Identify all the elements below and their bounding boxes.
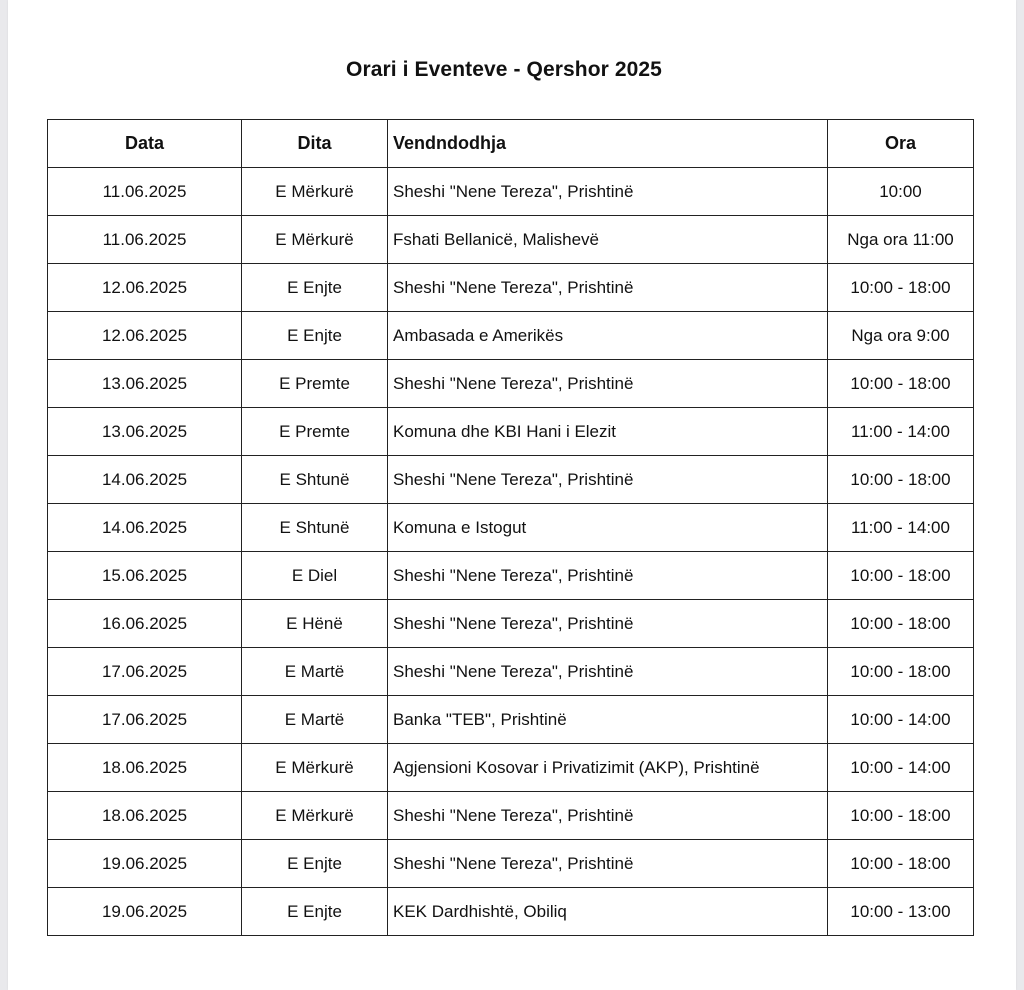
cell-date: 17.06.2025 xyxy=(48,648,242,696)
table-row xyxy=(48,696,974,744)
cell-date: 14.06.2025 xyxy=(48,456,242,504)
table-row xyxy=(48,744,974,792)
cell-day: E Shtunë xyxy=(242,456,388,504)
table-row xyxy=(48,456,974,504)
table-row xyxy=(48,312,974,360)
cell-date: 11.06.2025 xyxy=(48,216,242,264)
cell-date: 18.06.2025 xyxy=(48,792,242,840)
cell-day: E Enjte xyxy=(242,264,388,312)
header-day: Dita xyxy=(242,120,388,168)
cell-day: E Diel xyxy=(242,552,388,600)
cell-date: 12.06.2025 xyxy=(48,312,242,360)
cell-time: 10:00 - 18:00 xyxy=(828,600,974,648)
cell-date: 13.06.2025 xyxy=(48,360,242,408)
cell-day: E Enjte xyxy=(242,840,388,888)
cell-day: E Mërkurë xyxy=(242,168,388,216)
cell-location: Sheshi "Nene Tereza", Prishtinë xyxy=(388,792,828,840)
cell-day: E Martë xyxy=(242,696,388,744)
cell-date: 18.06.2025 xyxy=(48,744,242,792)
cell-time: 10:00 - 14:00 xyxy=(828,744,974,792)
table-row xyxy=(48,840,974,888)
cell-location: Komuna e Istogut xyxy=(388,504,828,552)
cell-location: Sheshi "Nene Tereza", Prishtinë xyxy=(388,168,828,216)
cell-time: 10:00 - 18:00 xyxy=(828,360,974,408)
cell-location: Sheshi "Nene Tereza", Prishtinë xyxy=(388,600,828,648)
header-time: Ora xyxy=(828,120,974,168)
cell-location: Sheshi "Nene Tereza", Prishtinë xyxy=(388,648,828,696)
cell-time: 10:00 - 13:00 xyxy=(828,888,974,936)
table-row xyxy=(48,600,974,648)
cell-location: Banka "TEB", Prishtinë xyxy=(388,696,828,744)
cell-day: E Mërkurë xyxy=(242,792,388,840)
cell-location: Sheshi "Nene Tereza", Prishtinë xyxy=(388,552,828,600)
cell-time: 10:00 - 18:00 xyxy=(828,792,974,840)
table-row xyxy=(48,552,974,600)
cell-time: 10:00 xyxy=(828,168,974,216)
cell-location: Fshati Bellanicë, Malishevë xyxy=(388,216,828,264)
table-row xyxy=(48,888,974,936)
cell-location: Komuna dhe KBI Hani i Elezit xyxy=(388,408,828,456)
table-body xyxy=(48,168,974,936)
cell-location: Sheshi "Nene Tereza", Prishtinë xyxy=(388,840,828,888)
table-row xyxy=(48,792,974,840)
cell-date: 14.06.2025 xyxy=(48,504,242,552)
cell-location: Sheshi "Nene Tereza", Prishtinë xyxy=(388,360,828,408)
cell-date: 12.06.2025 xyxy=(48,264,242,312)
table-row xyxy=(48,216,974,264)
cell-time: 10:00 - 18:00 xyxy=(828,648,974,696)
table-row xyxy=(48,168,974,216)
cell-date: 19.06.2025 xyxy=(48,840,242,888)
cell-date: 16.06.2025 xyxy=(48,600,242,648)
cell-location: Sheshi "Nene Tereza", Prishtinë xyxy=(388,456,828,504)
cell-time: Nga ora 9:00 xyxy=(828,312,974,360)
cell-time: Nga ora 11:00 xyxy=(828,216,974,264)
cell-day: E Hënë xyxy=(242,600,388,648)
cell-day: E Premte xyxy=(242,360,388,408)
header-date: Data xyxy=(48,120,242,168)
cell-day: E Mërkurë xyxy=(242,216,388,264)
cell-day: E Enjte xyxy=(242,312,388,360)
cell-location: KEK Dardhishtë, Obiliq xyxy=(388,888,828,936)
cell-time: 10:00 - 18:00 xyxy=(828,456,974,504)
table-row xyxy=(48,648,974,696)
cell-day: E Enjte xyxy=(242,888,388,936)
cell-date: 13.06.2025 xyxy=(48,408,242,456)
cell-time: 10:00 - 14:00 xyxy=(828,696,974,744)
cell-day: E Premte xyxy=(242,408,388,456)
cell-location: Agjensioni Kosovar i Privatizimit (AKP), Prishtinë xyxy=(388,744,828,792)
cell-day: E Shtunë xyxy=(242,504,388,552)
header-location: Vendndodhja xyxy=(388,120,828,168)
cell-location: Sheshi "Nene Tereza", Prishtinë xyxy=(388,264,828,312)
cell-day: E Martë xyxy=(242,648,388,696)
cell-day: E Mërkurë xyxy=(242,744,388,792)
events-schedule-table xyxy=(47,119,974,936)
cell-time: 10:00 - 18:00 xyxy=(828,552,974,600)
table-row xyxy=(48,408,974,456)
cell-location: Ambasada e Amerikës xyxy=(388,312,828,360)
table-row xyxy=(48,360,974,408)
table-row xyxy=(48,264,974,312)
cell-date: 19.06.2025 xyxy=(48,888,242,936)
cell-date: 15.06.2025 xyxy=(48,552,242,600)
cell-date: 11.06.2025 xyxy=(48,168,242,216)
table-row xyxy=(48,504,974,552)
document-title: Orari i Eventeve - Qershor 2025 xyxy=(346,58,662,81)
cell-time: 11:00 - 14:00 xyxy=(828,408,974,456)
cell-time: 10:00 - 18:00 xyxy=(828,264,974,312)
cell-time: 10:00 - 18:00 xyxy=(828,840,974,888)
table-header-row xyxy=(48,120,974,168)
cell-date: 17.06.2025 xyxy=(48,696,242,744)
cell-time: 11:00 - 14:00 xyxy=(828,504,974,552)
